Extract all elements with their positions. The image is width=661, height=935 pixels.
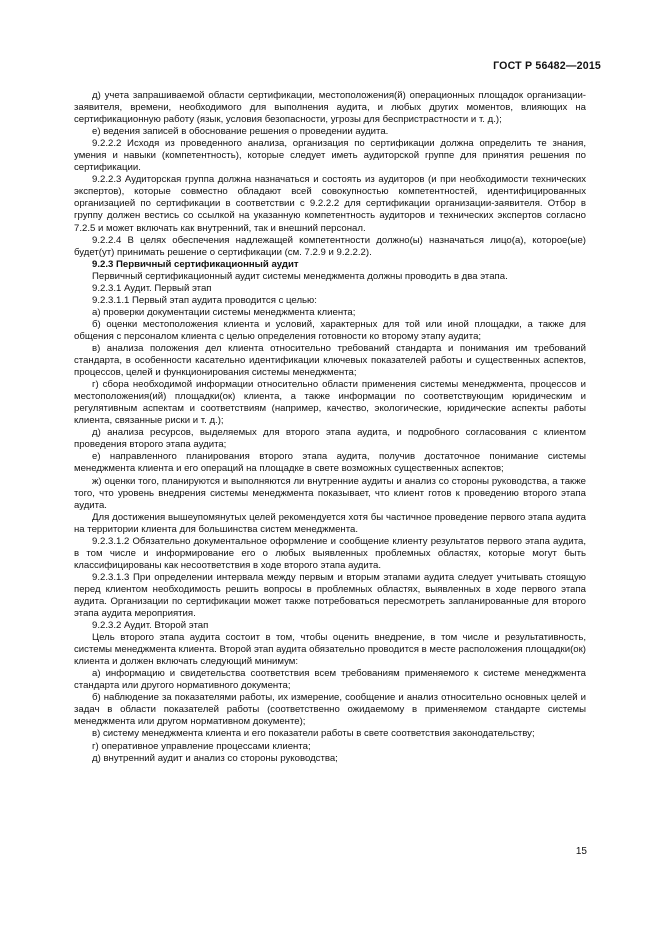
page-number: 15 [575,846,587,857]
paragraph: 9.2.2.4 В целях обеспечения надлежащей компетентности должно(ы) назначаться лицо(а), которое(ые) будет(ут) принимать решение о сертификации (см. 7.2.9 и 9.2.2.2). [74,234,586,258]
paragraph: Цель второго этапа аудита состоит в том, чтобы оценить внедрение, в том числе и результативность, системы менеджмента клиента. Второй этап аудита обязательно проводится в месте расположения площадки(ок) клиента и должен включать следующий минимум: [74,632,586,668]
paragraph: 9.2.3.1.1 Первый этап аудита проводится с целью: [92,294,317,306]
paragraph: е) направленного планирования второго этапа аудита, получив достаточное понимание системы менеджмента клиента и его операций на площадке в свете возможных существенных аспектов; [74,451,586,475]
standard-number: ГОСТ Р 56482—2015 [493,60,601,72]
paragraph: в) анализа положения дел клиента относительно требований стандарта и понимания им требований стандарта, в особенности касательно идентификации ключевых показателей работы и существенных аспектов, процессов, целей и функционирования системы менеджмента; [74,342,586,379]
paragraph: д) анализа ресурсов, выделяемых для второго этапа аудита, и подробного согласования с клиентом проведения второго этапа аудита; [74,427,586,451]
paragraph: б) наблюдение за показателями работы, их измерение, сообщение и анализ относительно основных целей и задач в области показателей работы (соответственно ожидаемому в применяемом стандарте системы менеджмента или другом нормативном документе); [74,692,586,728]
paragraph: Для достижения вышеупомянутых целей рекомендуется хотя бы частичное проведение первого этапа аудита на территории клиента для большинства систем менеджмента. [74,511,586,535]
paragraph: в) систему менеджмента клиента и его показатели работы в свете соответствия законодательству; [92,728,535,740]
paragraph: г) оперативное управление процессами клиента; [92,740,311,752]
paragraph: Первичный сертификационный аудит системы менеджмента должны проводить в два этапа. [92,270,508,282]
paragraph: е) ведения записей в обоснование решения о проведении аудита. [92,126,389,138]
paragraph: а) проверки документации системы менеджмента клиента; [92,306,356,318]
paragraph: 9.2.2.2 Исходя из проведенного анализа, организация по сертификации должна определить те знания, умения и навыки (компетентность), которые следует иметь аудиторской группе для принятия решения по сертификации. [74,138,586,174]
paragraph: д) внутренний аудит и анализ со стороны руководства; [92,752,338,764]
paragraph: д) учета запрашиваемой области сертификации, местоположения(й) операционных площадок организации-заявителя, времени, необходимого для выполнения аудита, и любых других моментов, влияющих на сертификационную работу (язык, условия безопасности, угрозы для беспристрастности и т. д.); [74,90,586,126]
paragraph: б) оценки местоположения клиента и условий, характерных для той или иной площадки, а также для общения с персоналом клиента с целью определения готовности ко второму этапу аудита; [74,318,586,342]
paragraph: ж) оценки того, планируются и выполняются ли внутренние аудиты и анализ со стороны руководства, а также того, что уровень внедрения системы менеджмента показывает, что клиент готов к проведению второго этапа аудита. [74,475,586,511]
body-text [74,90,586,765]
paragraph: 9.2.3.1 Аудит. Первый этап [92,282,212,294]
paragraph: 9.2.3.1.2 Обязательно документальное оформление и сообщение клиенту результатов первого этапа аудита, в том числе и информирование его о любых выявленных проблемных областях, которые могут быть классифицированы как несоответствия в ходе второго этапа аудита. [74,535,586,571]
section-heading: 9.2.3 Первичный сертификационный аудит [92,258,299,270]
paragraph: 9.2.3.2 Аудит. Второй этап [92,620,209,632]
paragraph: г) сбора необходимой информации относительно области применения системы менеджмента, процессов и местоположения(ий) площадки(ок) клиента, а также информации по соответствующим юридическим и регулятивным аспектам и соответствиям (например, качество, экологические, юридические аспекты работы клиента, связанные риски и т. д.); [74,379,586,427]
paragraph: а) информацию и свидетельства соответствия всем требованиям применяемого к системе менеджмента стандарта или другого нормативного документа; [74,668,586,692]
paragraph: 9.2.2.3 Аудиторская группа должна назначаться и состоять из аудиторов (и при необходимости технических экспертов), которые совместно обладают всей совокупностью компетентностей, идентифицированных организацией по сертификации в соответствии с 9.2.2.2 для сертификации организации-заявителя. Отбор в группу должен вестись со ссылкой на указанную компетентность аудиторов и технических экспертов согласно 7.2.5 и может включать как внутренний, так и внешний персонал. [74,174,586,234]
paragraph: 9.2.3.1.3 При определении интервала между первым и вторым этапами аудита следует учитывать стоящую перед клиентом необходимость решить вопросы в проблемных областях, выявленных в ходе первого этапа аудита. Организации по сертификации может также потребоваться пересмотреть запланированные для второго этапа аудита мероприятия. [74,571,586,620]
